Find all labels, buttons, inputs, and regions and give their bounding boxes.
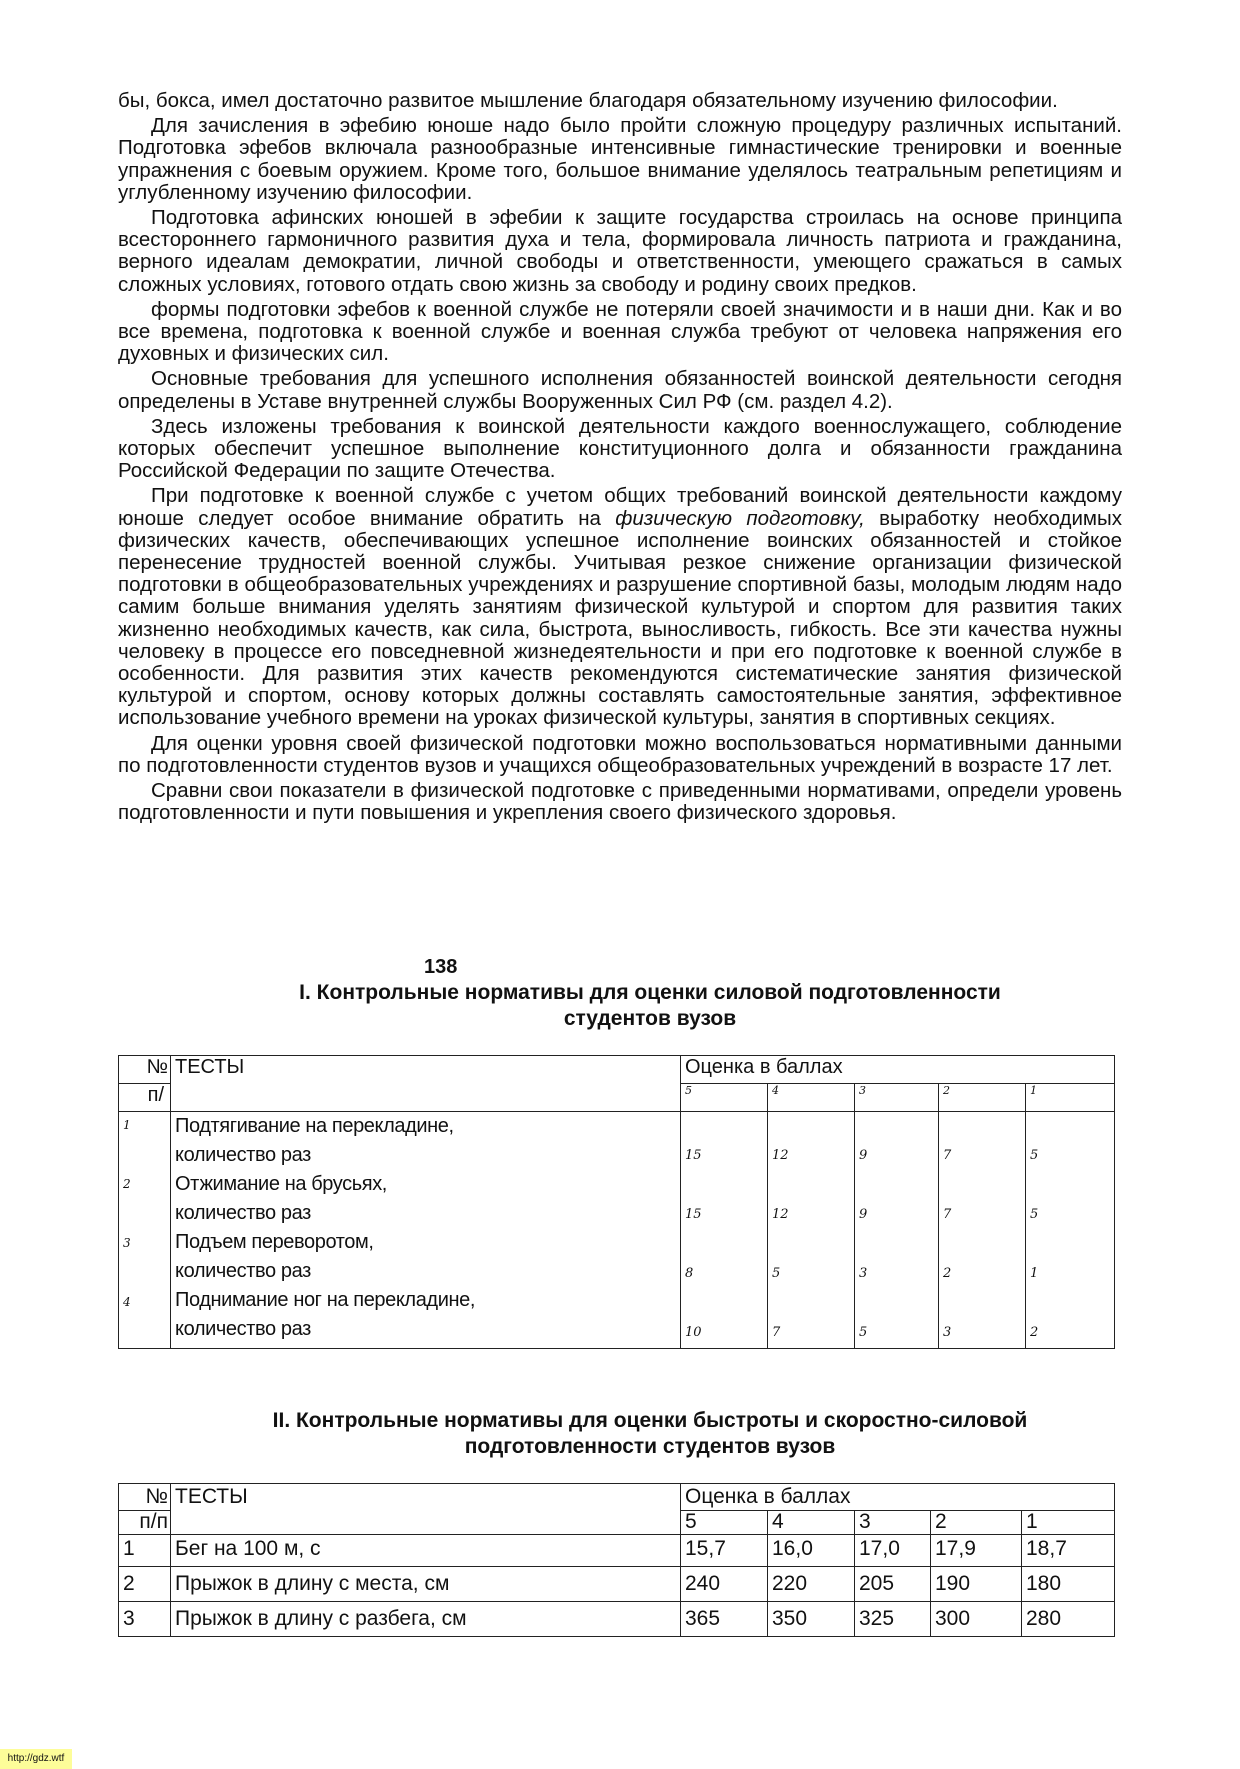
emphasis: физическую подготовку,	[615, 506, 865, 530]
paragraph: Подготовка афинских юношей в эфебии к защите государства строилась на основе принципа всестороннего гармоничного развития духа и тела, формировала личность патриота и гражданина, верного идеалам демократии, личной свободы и ответственности, умеющего сражаться в самых сложных условиях, готового отдать свою жизнь за свободу и родину своих предков.	[118, 206, 1122, 296]
table-title: I. Контрольные нормативы для оценки силовой подготовленности студентов вузов	[299, 981, 1001, 1030]
score-label: 5	[681, 1084, 768, 1112]
row-number: 1	[123, 1118, 131, 1132]
score-label: 5	[681, 1511, 768, 1535]
score-label: 2	[939, 1084, 1026, 1112]
row-numbers	[119, 1112, 171, 1349]
body-text	[118, 90, 1122, 828]
row-number: 2	[123, 1177, 131, 1191]
score-label: 3	[855, 1084, 939, 1112]
test-unit: количество раз	[175, 1202, 311, 1224]
header-no: №	[119, 1484, 171, 1511]
score-label: 4	[768, 1084, 855, 1112]
table-title: II. Контрольные нормативы для оценки быстроты и скоростно-силовой подготовленности студентов вузов	[272, 1409, 1028, 1458]
row-number: 4	[123, 1295, 131, 1309]
score-label: 3	[855, 1511, 931, 1535]
table-row: 2 Прыжок в длину с места, см 240 220 205 190 180	[119, 1567, 1115, 1602]
paragraph: Для зачисления в эфебию юноше надо было пройти сложную процедуру различных испытаний. Подготовка эфебов включала разнообразные интенсивные гимнастические тренировки и военные упражнения с боевым оружием. Кроме того, большое внимание уделялось театральным репетициям и углубленному изучению философии.	[118, 114, 1122, 204]
header-no-sub: п/	[119, 1084, 171, 1112]
test-name: Подъем переворотом,	[175, 1231, 374, 1253]
tests-column	[171, 1112, 681, 1349]
header-no: №	[119, 1056, 171, 1084]
score-label: 1	[1022, 1511, 1115, 1535]
speed-norms-table	[118, 1483, 1115, 1637]
header-tests: ТЕСТЫ	[171, 1056, 681, 1112]
test-name: Отжимание на брусьях,	[175, 1173, 387, 1195]
test-name: Подтягивание на перекладине,	[175, 1115, 454, 1137]
paragraph: формы подготовки эфебов к военной службе не потеряли своей значимости и в наши дни. Как и во все времена, подготовка к военной службе и военная служба требуют от человека напряжения его духовных и физических сил.	[118, 297, 1122, 366]
test-unit: количество раз	[175, 1260, 311, 1282]
score-label: 2	[931, 1511, 1022, 1535]
score-4-column: 12 12 5 7	[768, 1112, 855, 1349]
header-score: Оценка в баллах	[681, 1484, 1115, 1511]
paragraph: бы, бокса, имел достаточно развитое мышление благодаря обязательному изучению философии.	[118, 89, 1058, 112]
score-5-column: 15 15 8 10	[681, 1112, 768, 1349]
score-label: 4	[768, 1511, 855, 1535]
row-number: 3	[123, 1236, 131, 1250]
paragraph: Основные требования для успешного исполнения обязанностей воинской деятельности сегодня определены в Уставе внутренней службы Вооруженных Сил РФ (см. раздел 4.2).	[118, 367, 1122, 413]
header-no-sub: п/п	[119, 1511, 171, 1535]
paragraph: Здесь изложены требования к воинской деятельности каждого военнослужащего, соблюдение которых обеспечит успешное выполнение конституционного долга и обязанности гражданина Российской Федерации по защите Отечества.	[118, 414, 1122, 483]
score-label: 1	[1026, 1084, 1115, 1112]
header-score: Оценка в баллах	[681, 1056, 1115, 1084]
test-unit: количество раз	[175, 1318, 311, 1340]
score-2-column: 7 7 2 3	[939, 1112, 1026, 1349]
source-watermark: http://gdz.wtf	[0, 1749, 72, 1769]
page-number: 138	[424, 956, 458, 978]
test-unit: количество раз	[175, 1144, 311, 1166]
score-1-column: 5 5 1 2	[1026, 1112, 1115, 1349]
score-3-column: 9 9 3 5	[855, 1112, 939, 1349]
paragraph: Сравни свои показатели в физической подготовке с приведенными нормативами, определи уровень подготовленности и пути повышения и укрепления своего физического здоровья.	[118, 779, 1122, 825]
table-row: 1 Бег на 100 м, с 15,7 16,0 17,0 17,9 18,7	[119, 1535, 1115, 1567]
header-tests: ТЕСТЫ	[171, 1484, 681, 1535]
paragraph: При подготовке к военной службе с учетом общих требований воинской деятельности каждому юноше следует особое внимание обратить на физическую подготовку, выработку необходимых физических качеств, обеспечивающих успешное исполнение воинских обязанностей и стойкое перенесение трудностей военной службы. Учитывая резкое снижение организации физической подготовки в общеобразовательных учреждениях и разрушение спортивной базы, молодым людям надо самим больше внимания уделять занятиям физической культурой и спортом для развития таких жизненно необходимых качеств, как сила, быстрота, выносливость, гибкость. Все эти качества нужны человеку в процессе его повседневной жизнедеятельности и при его подготовке к военной службе в особенности. Для развития этих качеств рекомендуются систематические занятия физической культурой и спортом, основу которых должны составлять самостоятельные занятия, эффективное использование учебного времени на уроках физической культуры, занятия в спортивных секциях.	[118, 484, 1123, 730]
test-name: Поднимание ног на перекладине,	[175, 1289, 475, 1311]
table-row: 3 Прыжок в длину с разбега, см 365 350 325 300 280	[119, 1602, 1115, 1637]
paragraph: Для оценки уровня своей физической подготовки можно воспользоваться нормативными данными по подготовленности студентов вузов и учащихся общеобразовательных учреждений в возрасте 17 лет.	[118, 731, 1122, 777]
strength-norms-table	[118, 1055, 1115, 1349]
